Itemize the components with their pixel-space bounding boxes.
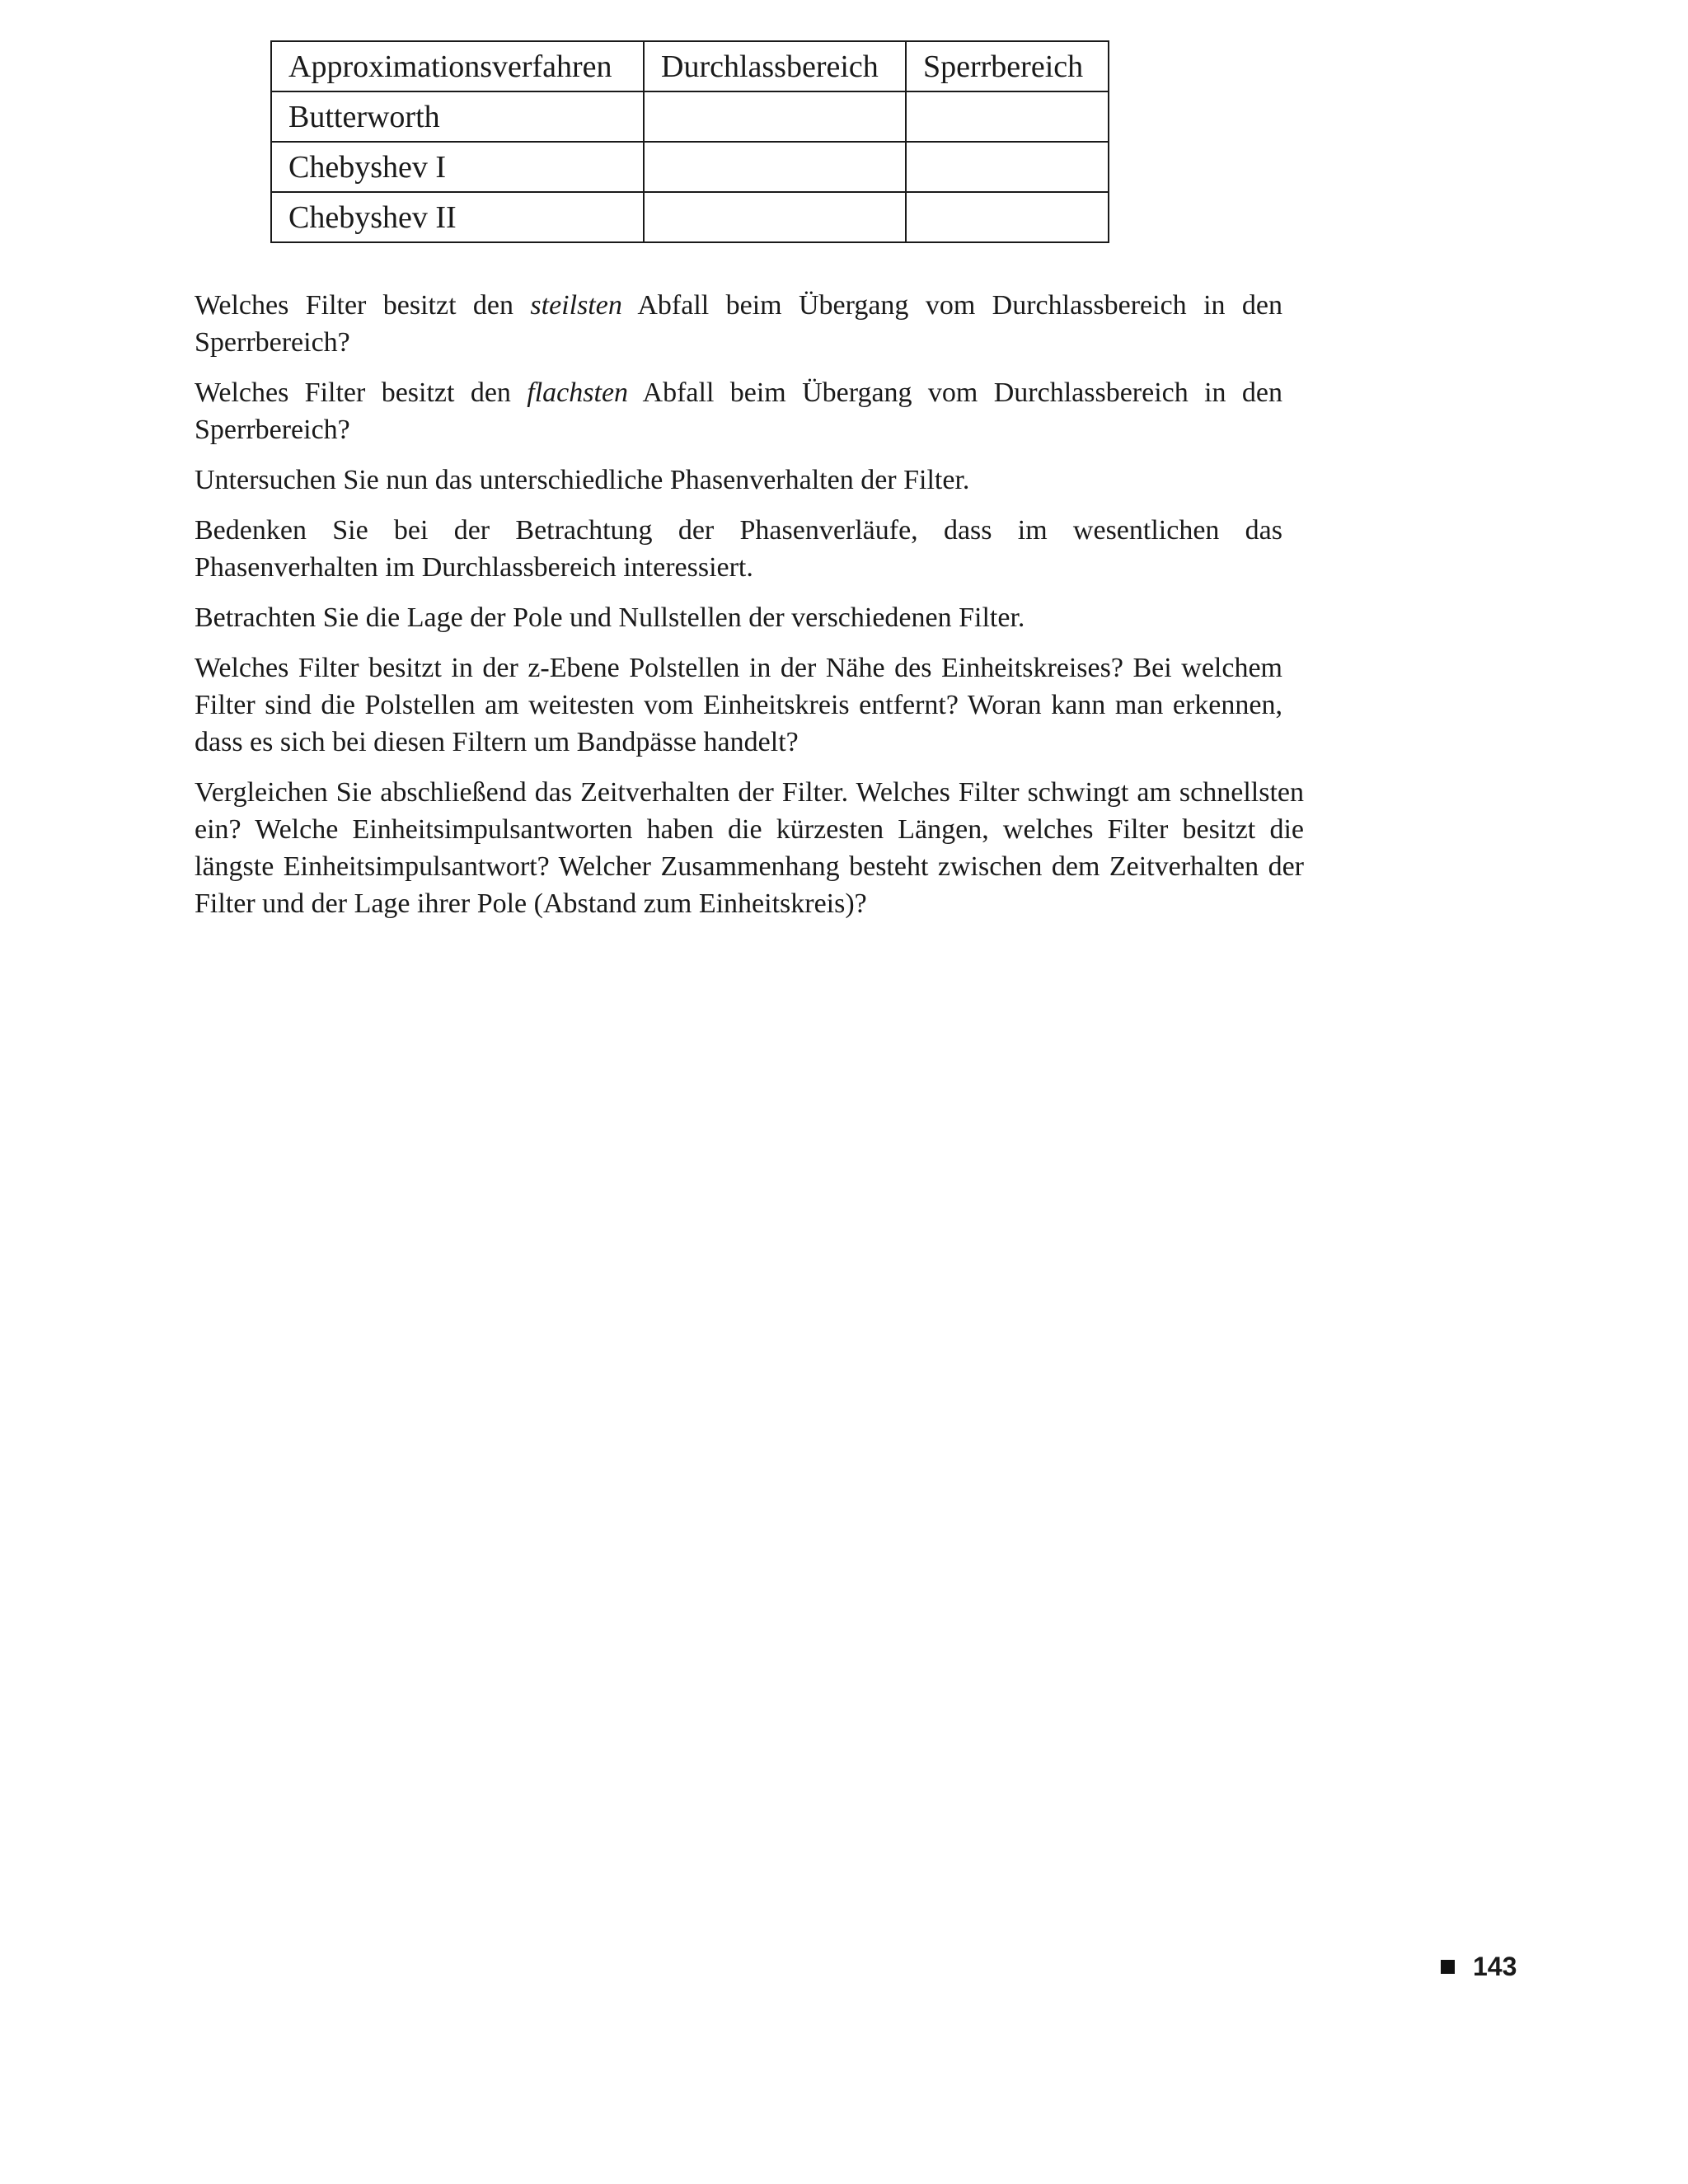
table-header-row bbox=[271, 41, 1109, 91]
paragraph-text: Abfall beim Übergang vom Durchlassbereich in den Sperrbereich? bbox=[195, 290, 1282, 358]
cell-passband bbox=[644, 91, 906, 142]
cell-passband bbox=[644, 192, 906, 242]
paragraph-text: Welches Filter besitzt den bbox=[195, 377, 528, 408]
paragraph-steepest bbox=[195, 287, 1282, 361]
filter-comparison-table bbox=[270, 40, 1109, 243]
cell-method: Butterworth bbox=[271, 91, 644, 142]
paragraph-text: Welches Filter besitzt den bbox=[195, 290, 531, 321]
table-row bbox=[271, 91, 1109, 142]
emphasis-text: flachsten bbox=[527, 377, 629, 408]
cell-method: Chebyshev I bbox=[271, 142, 644, 192]
cell-method: Chebyshev II bbox=[271, 192, 644, 242]
paragraph-flattest bbox=[195, 374, 1282, 448]
cell-stopband bbox=[906, 91, 1109, 142]
table-header bbox=[271, 41, 1109, 91]
paragraph-phase: Untersuchen Sie nun das unterschiedliche Phasenverhalten der Filter. bbox=[195, 465, 970, 495]
header-stopband: Sperrbereich bbox=[906, 41, 1109, 91]
table-row bbox=[271, 142, 1109, 192]
paragraph-poles: Betrachten Sie die Lage der Pole und Nullstellen der verschiedenen Filter. bbox=[195, 602, 1025, 633]
cell-stopband bbox=[906, 142, 1109, 192]
page-footer bbox=[1441, 1952, 1517, 1982]
paragraph-phase-note: Bedenken Sie bei der Betrachtung der Phasenverläufe, dass im wesentlichen das Phasenverhalten im Durchlassbereich interessiert. bbox=[195, 515, 1282, 583]
square-icon bbox=[1441, 1960, 1455, 1974]
body-text bbox=[195, 287, 1304, 935]
table-row bbox=[271, 192, 1109, 242]
header-method: Approximationsverfahren bbox=[271, 41, 644, 91]
paragraph-z-plane: Welches Filter besitzt in der z-Ebene Polstellen in der Nähe des Einheitskreises? Bei welchem Filter sind die Polstellen am weitesten vom Einheitskreis entfernt? Woran kann man erkennen, dass es sich bei diesen Filtern um Bandpässe handelt? bbox=[195, 653, 1282, 757]
cell-stopband bbox=[906, 192, 1109, 242]
paragraph-text: Abfall beim Übergang vom Durchlassbereich in den Sperrbereich? bbox=[195, 377, 1282, 445]
cell-passband bbox=[644, 142, 906, 192]
page-number: 143 bbox=[1473, 1952, 1517, 1981]
paragraph-time-behavior: Vergleichen Sie abschließend das Zeitverhalten der Filter. Welches Filter schwingt am schnellsten ein? Welche Einheitsimpulsantworten haben die kürzesten Längen, welches Filter besitzt die längste Einheitsimpulsantwort? Welcher Zusammenhang besteht zwischen dem Zeitverhalten der Filter und der Lage ihrer Pole (Abstand zum Einheitskreis)? bbox=[195, 777, 1304, 919]
table-body bbox=[271, 91, 1109, 242]
header-passband: Durchlassbereich bbox=[644, 41, 906, 91]
emphasis-text: steilsten bbox=[530, 290, 622, 321]
